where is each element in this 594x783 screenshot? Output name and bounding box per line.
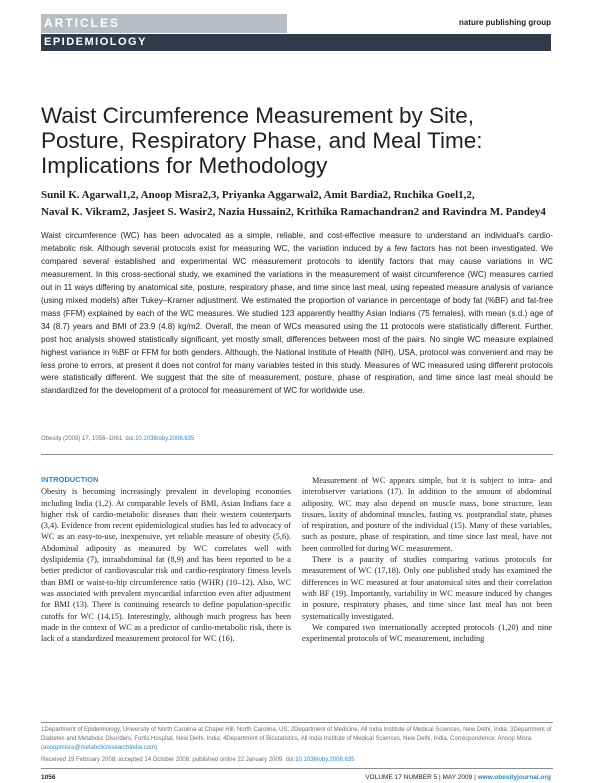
paragraph: Measurement of WC appears simple, but it is subject to intra- and interobserver variations (17). In addition to the amount of abdominal adiposity, WC may also depend on muscle mass, bone structure, lean tissues, laxity of abdominal muscles, fasting vs. postprandial state, phases of respiration, and posture of the individual (15). Many of these variables, such as posture, phase of respiration, and time since last meal, have not been controlled for during WC measurement.	[302, 476, 552, 553]
paragraph: We compared two internationally accepted protocols (1,20) and nine experimental protocols of WC measurement, including	[302, 622, 552, 644]
footnote-end: )	[155, 745, 158, 751]
left-column	[41, 474, 291, 644]
citation-text: Obesity (2009) 17, 1056–1061. doi:	[41, 436, 136, 442]
volume-info: VOLUME 17 NUMBER 5 | MAY 2009 |	[365, 774, 478, 781]
page-number: 1056	[41, 774, 56, 781]
publisher-label: nature publishing group	[459, 18, 551, 27]
subsection-label: EPIDEMIOLOGY	[41, 34, 551, 51]
section-heading: INTRODUCTION	[41, 475, 99, 484]
journal-footer	[365, 774, 551, 781]
paragraph: Obesity is becoming increasingly prevalent in developing economies including India (1,2). At comparable levels of BMI, Asian Indians face a higher risk of cardio-metabolic diseases than their western counterparts (3,4). Evidence from recent epidemiological studies has led to advocacy of WC as an easy-to-use, inexpensive, yet reliable measure of obesity (5,6). Abdominal adiposity as measured by WC correlates well with dyslipidemia (7), intraabdominal fat (8,9) and has been reported to be a better predictor of cardiovascular risk and cardio-respiratory fitness levels than BMI or waist-to-hip circumference ratio (WHR) (10–12). Also, WC was associated with prevalent myocardial infarction even after adjustment for BMI (13). There is continuing research to define population-specific cutoffs for WC (14,15). Interestingly, although much progress has been made in the context of WC as a predictor of cardio-metabolic risk, there is lack of a standardized measurement protocol for WC (16).	[41, 487, 291, 644]
author-list	[41, 187, 561, 221]
correspondence-email-link[interactable]: anoopmisra@metabolicresearchindia.com	[43, 745, 156, 751]
footnote-text: 1Department of Epidemiology, University of North Carolina at Chapel Hill, North Carolina, US; 2Department of Medicine, All India Institute of Medical Sciences, New Delhi, India; 3Department of Diabetes and Metabolic Disorders, Fortis Hospital, New Delhi, India; 4Department of Biostatistics, All India Institute of Medical Sciences, New Delhi, India. Correspondence: Anoop Misra (	[41, 727, 552, 751]
received-dates	[41, 757, 354, 763]
divider	[41, 454, 553, 455]
authors-line-2: Naval K. Vikram2, Jasjeet S. Wasir2, Nazia Hussain2, Krithika Ramachandran2 and Ravindra M. Pandey4	[41, 206, 546, 218]
footer-divider	[41, 768, 553, 769]
journal-url-link[interactable]: www.obesityjournal.org	[477, 774, 551, 781]
footnote-divider	[41, 722, 553, 723]
paragraph: There is a paucity of studies comparing various protocols for measurement of WC (17,18). Only one published study has examined the differences in WC measured at four anatomical sites and their correlation with BF (19). Importantly, variability in WC measure induced by changes in posture, respiratory phases, and time since last meal has not been systematically investigated.	[302, 555, 552, 621]
citation-doi-link[interactable]: 10.1038/oby.2008.635	[135, 436, 195, 442]
authors-line-1: Sunil K. Agarwal1,2, Anoop Misra2,3, Priyanka Aggarwal2, Amit Bardia2, Ruchika Goel1,2,	[41, 189, 475, 201]
received-doi-link[interactable]: 10.1038/oby.2008.635	[295, 757, 355, 763]
received-text: Received 19 February 2008; accepted 14 October 2008; published online 22 January 2009. doi:	[41, 757, 296, 763]
affiliations-footnote	[41, 726, 553, 753]
abstract: Waist circumference (WC) has been advocated as a simple, reliable, and cost-effective measure to understand an individual's cardio-metabolic risk. Although several protocols exist for measuring WC, the variation induced by a few factors has not been investigated. We compared several established and experimental WC measurement protocols to identify factors that may cause variations in WC measurement. In this cross-sectional study, we examined the variations in the measurement of waist circumference (WC) measures carried out in 11 ways differing by anatomical site, posture, respiratory phase, and time since last meal, using repeated measure analysis of variance (using mixed models) after Tukey–Kramer adjustment. We estimated the proportion of variance in percentage of body fat (%BF) and fat-free mass (FFM) explained by each of the WC measures. We studied 123 apparently healthy Asian Indians (75 females), with mean (s.d.) age of 34 (8.7) years and BMI of 23.9 (4.8) kg/m2. Overall, the mean of WCs measured using the 11 protocols were statistically different. Further, post hoc analysis showed statistically significant, yet mostly small, differences between most of the pairs. No single WC measure explained highest variance in %BF or FFM for both genders. Although, the National Institute of Health (NIH), USA, protocol was convenient and may be less prone to errors, at present it does not control for many variables tested in this study. Measures of WC measured using different protocols were statistically different. We suggest that the site of measurement, posture, phase of respiration, and time since last meal should be standardized for the development of a protocol for measurement of WC for worldwide use.	[41, 231, 553, 396]
article-title: Waist Circumference Measurement by Site, Posture, Respiratory Phase, and Meal Time: Implications for Methodology	[41, 103, 483, 178]
citation	[41, 436, 194, 442]
section-label: ARTICLES	[41, 14, 287, 33]
right-column	[302, 474, 552, 644]
